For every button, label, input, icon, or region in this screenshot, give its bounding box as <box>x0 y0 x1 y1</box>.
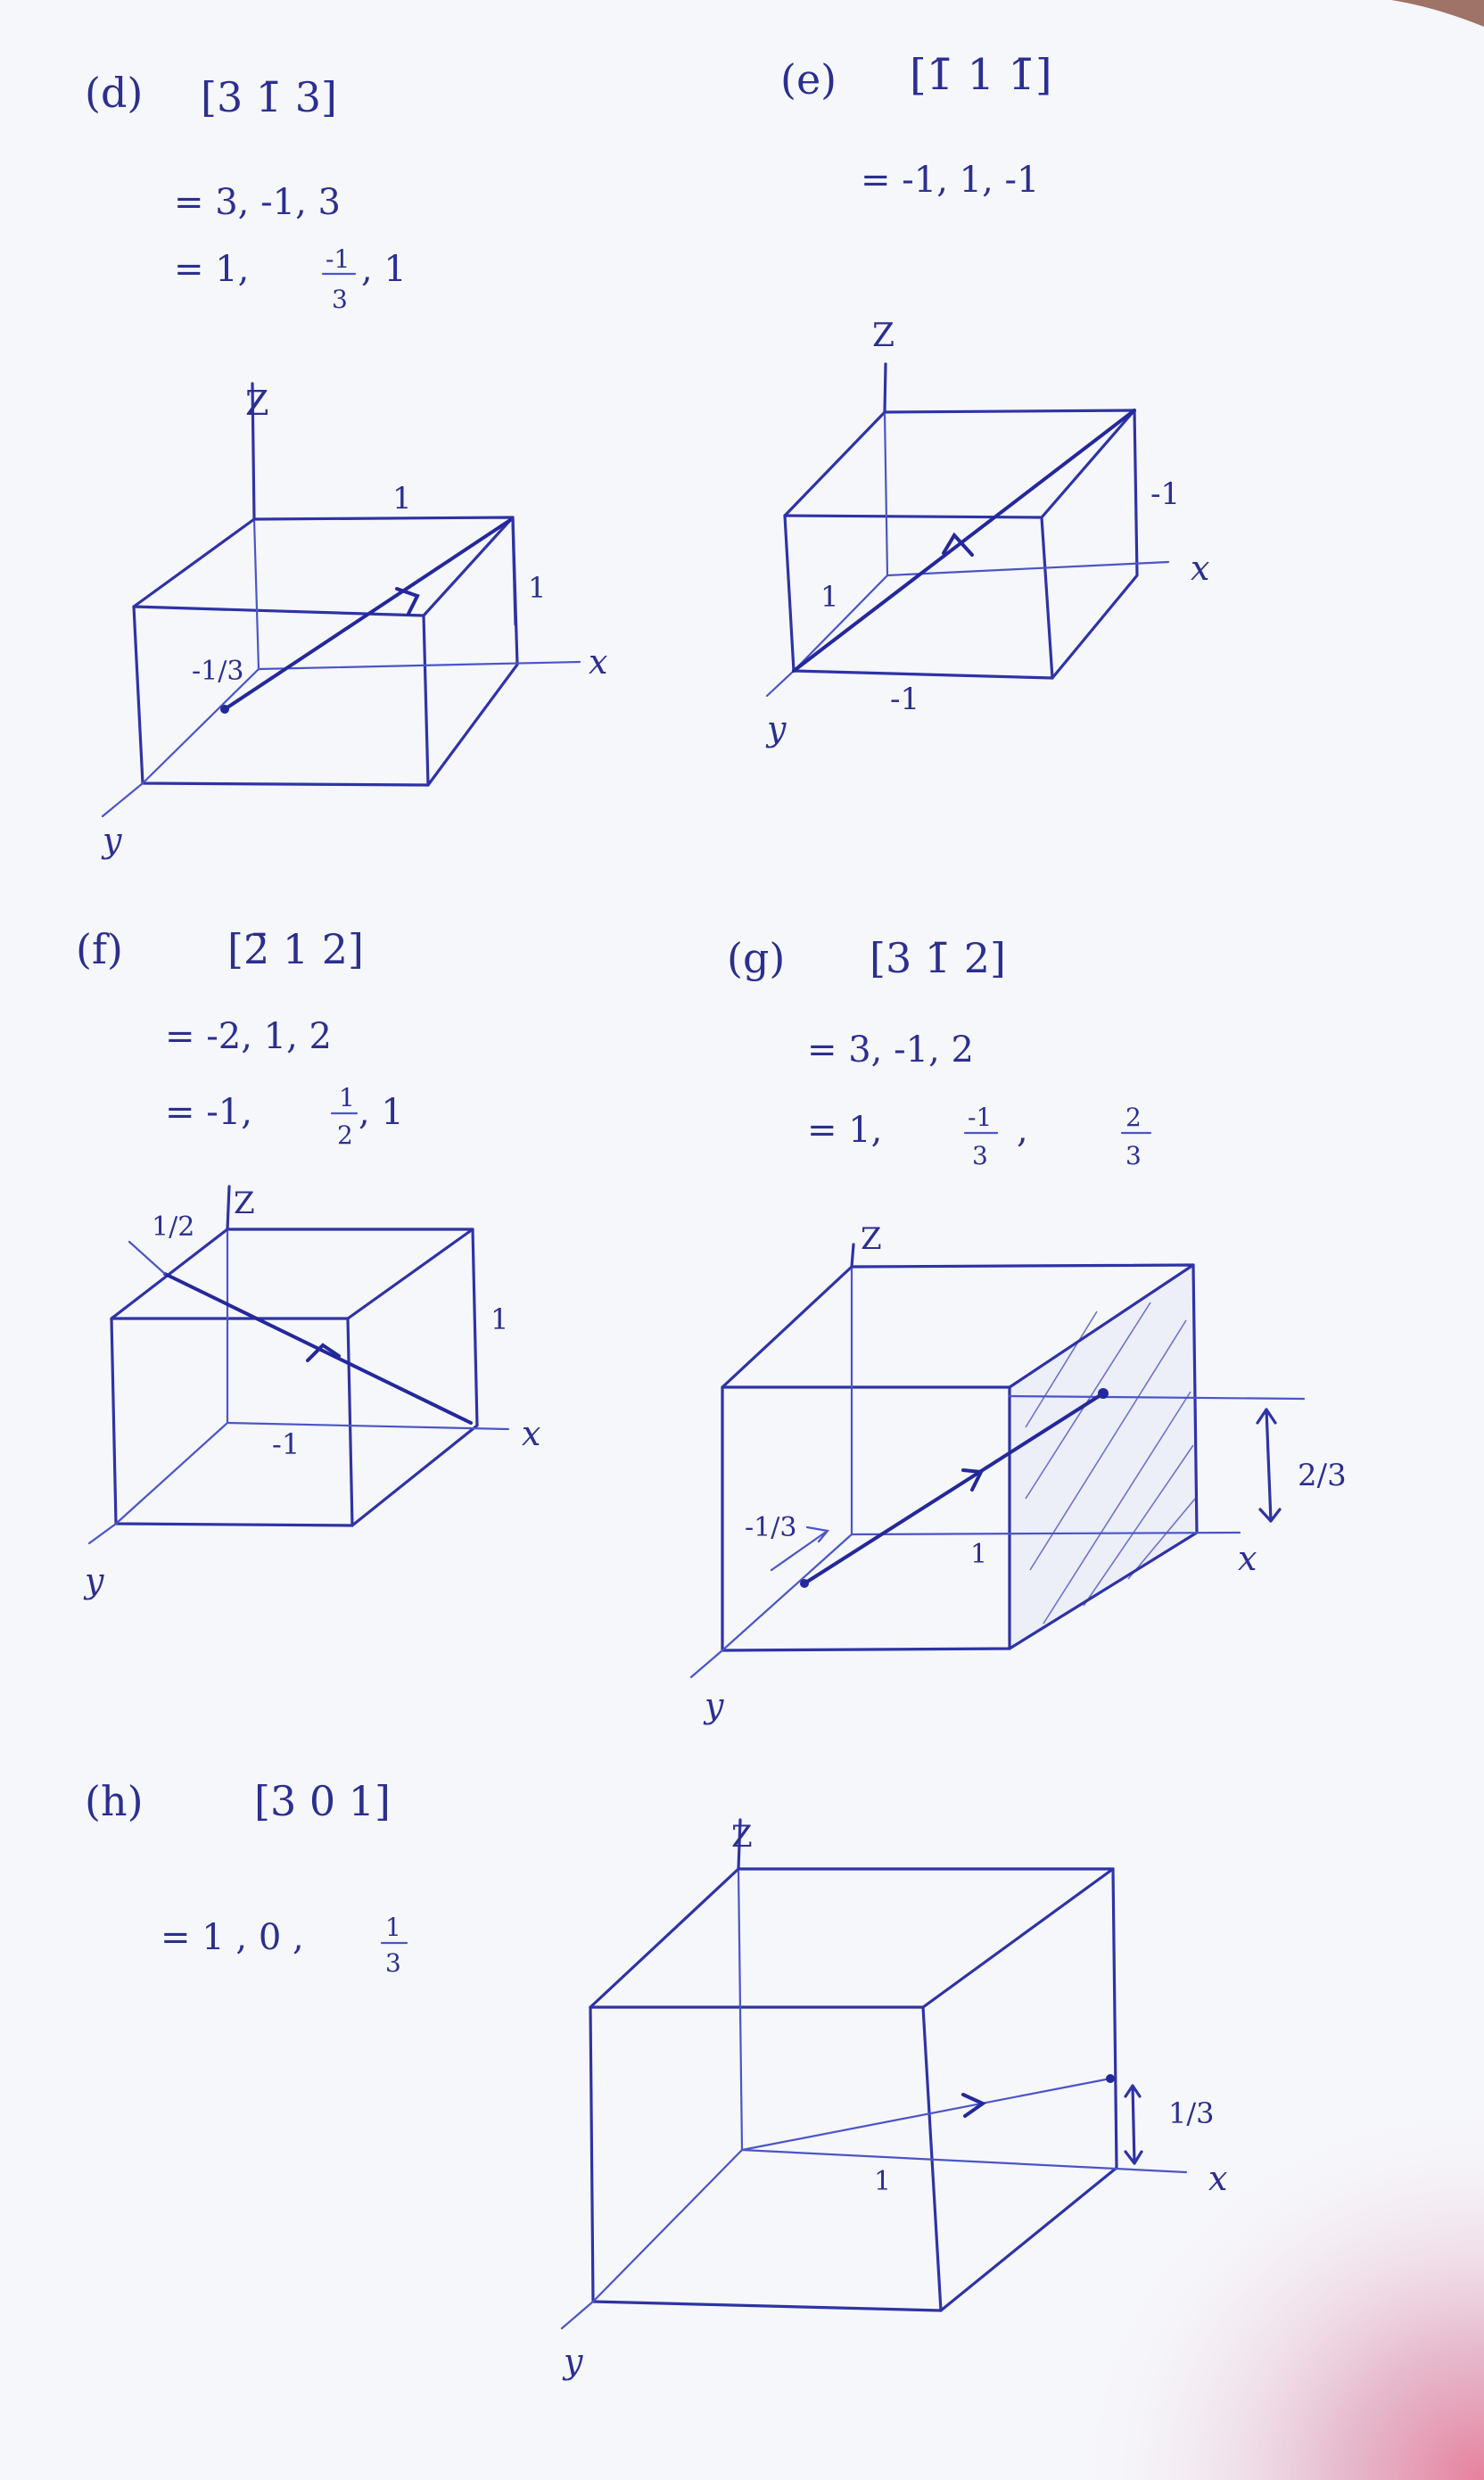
cube-e-z-axis: Z <box>872 318 895 354</box>
problem-g-step2-a: = 1, <box>807 1110 883 1151</box>
cube-h-height-label: 1/3 <box>1168 2096 1215 2130</box>
problem-d-label: (d) <box>85 69 144 117</box>
cube-e <box>767 364 1168 696</box>
cube-g-y-axis: y <box>705 1686 724 1725</box>
problem-d-step2-a: = 1, <box>174 249 250 290</box>
problem-e-direction: [1̄ 1 1̄] <box>910 50 1052 100</box>
problem-e-step1: = -1, 1, -1 <box>861 160 1040 201</box>
problem-g-frac2-num: 2 <box>1125 1103 1142 1132</box>
problem-d <box>85 69 607 860</box>
cube-f-z-axis: Z <box>234 1186 255 1221</box>
cube-d-x-axis: x <box>589 642 608 682</box>
cube-f-x-axis: x <box>522 1414 541 1453</box>
problem-g-comma: , <box>1017 1110 1028 1151</box>
problem-d-frac-num: -1 <box>326 244 350 274</box>
cube-e-side-label: -1 <box>1150 476 1181 512</box>
cube-e-left-label: 1 <box>820 580 839 614</box>
problem-f-step1: = -2, 1, 2 <box>165 1016 332 1057</box>
cube-d-z-axis: Z <box>245 384 269 423</box>
cube-d-top-label: 1 <box>392 481 412 517</box>
problem-e-label: (e) <box>780 55 837 103</box>
problem-d-frac-den: 3 <box>332 285 348 314</box>
problem-g-frac1-den: 3 <box>972 1141 988 1170</box>
problem-f-direction: [2̄ 1 2] <box>227 925 364 973</box>
cube-e-x-axis: x <box>1191 549 1210 588</box>
cube-d-depth-label: -1/3 <box>192 656 244 687</box>
cube-g-z-axis: Z <box>861 1221 882 1257</box>
problem-e <box>765 50 1209 748</box>
cube-g-x-axis: x <box>1238 1539 1257 1578</box>
problem-f-label: (f) <box>76 925 123 973</box>
problem-g-label: (g) <box>727 934 786 982</box>
problem-f-frac-num: 1 <box>339 1083 355 1112</box>
cube-h-z-axis: Z <box>731 1819 753 1855</box>
problem-h-step1-a: = 1 , 0 , <box>161 1917 304 1958</box>
cube-g-depth-label: -1/3 <box>745 1512 797 1543</box>
cube-g-height-label: 2/3 <box>1298 1458 1347 1493</box>
problem-d-step1: = 3, -1, 3 <box>174 182 341 223</box>
cube-e-y-axis: y <box>767 709 787 748</box>
problem-g <box>691 934 1347 1725</box>
cube-g <box>691 1244 1304 1677</box>
problem-f-step2-a: = -1, <box>165 1092 252 1133</box>
paper-stain <box>1070 2096 1484 2480</box>
cube-f-side-label: 1 <box>491 1302 509 1336</box>
cube-e-bottom-label: -1 <box>890 682 920 717</box>
problem-h-label: (h) <box>85 1777 144 1825</box>
problem-g-frac1-num: -1 <box>968 1103 993 1132</box>
page-corner <box>1391 0 1484 27</box>
cube-d <box>103 384 580 816</box>
cube-d-side-label: 1 <box>528 571 547 605</box>
cube-f-top-label: 1/2 <box>152 1211 195 1243</box>
problem-f-frac-den: 2 <box>337 1120 353 1150</box>
cube-h-bottom-label: 1 <box>874 2166 892 2197</box>
problem-g-frac2-den: 3 <box>1125 1141 1142 1170</box>
problem-f <box>76 925 540 1600</box>
problem-g-step1: = 3, -1, 2 <box>807 1029 974 1071</box>
problem-d-step2-b: , 1 <box>361 249 407 290</box>
problem-h <box>85 1777 1227 2381</box>
cube-g-bottom-label: 1 <box>970 1539 988 1570</box>
cube-h-x-axis: x <box>1208 2159 1228 2198</box>
problem-h-frac-den: 3 <box>385 1948 401 1978</box>
problem-h-frac-num: 1 <box>385 1913 401 1942</box>
problem-g-direction: [3 1̄ 2] <box>870 934 1006 982</box>
problem-d-direction: [3 1̄ 3] <box>201 73 337 121</box>
cube-h-y-axis: y <box>564 2342 583 2381</box>
problem-h-direction: [3 0 1] <box>254 1777 391 1825</box>
cube-f-bottom-label: -1 <box>272 1427 301 1461</box>
cube-f-y-axis: y <box>85 1561 104 1600</box>
cube-d-y-axis: y <box>103 821 122 860</box>
problem-f-step2-b: , 1 <box>359 1092 404 1133</box>
